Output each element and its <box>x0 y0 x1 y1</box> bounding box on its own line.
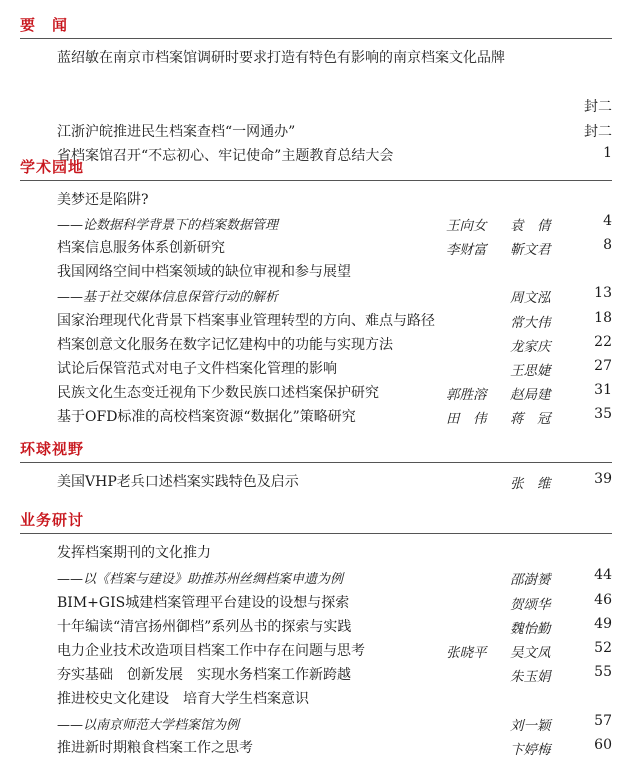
toc-entry[interactable] <box>0 686 630 710</box>
entry-author: 贺颂华 <box>510 597 551 613</box>
toc-entry[interactable] <box>0 119 630 143</box>
entry-author: 王向女 <box>446 218 487 234</box>
entry-title: 省档案馆召开“不忘初心、牢记使命”主题教育总结大会 <box>57 148 394 164</box>
entry-author: 张晓平 <box>446 645 487 661</box>
entry-title: 基于OFD标准的高校档案资源“数据化”策略研究 <box>57 409 356 425</box>
entry-title: 电力企业技术改造项目档案工作中存在问题与思考 <box>57 643 365 659</box>
toc-entry[interactable] <box>0 332 630 356</box>
entry-title: 国家治理现代化背景下档案事业管理转型的方向、难点与路径 <box>57 313 435 329</box>
entry-author: 李财富 <box>446 242 487 258</box>
entry-page: 57 <box>594 713 612 729</box>
entry-page: 35 <box>594 406 612 422</box>
entry-title: 推进新时期粮食档案工作之思考 <box>57 740 253 756</box>
toc-entry[interactable] <box>0 662 630 686</box>
entry-page: 1 <box>603 145 612 161</box>
entry-title: 民族文化生态变迁视角下少数民族口述档案保护研究 <box>57 385 379 401</box>
entry-author: 刘一颖 <box>510 718 551 734</box>
toc-entry[interactable] <box>0 638 630 662</box>
entry-author: 蒋 冠 <box>510 411 551 427</box>
entry-page: 44 <box>594 567 612 583</box>
entry-page: 8 <box>603 237 612 253</box>
entry-page: 22 <box>594 334 612 350</box>
entry-author: 龙家庆 <box>510 339 551 355</box>
entry-subtitle: ——基于社交媒体信息保管行动的解析 <box>57 290 279 305</box>
toc-entry[interactable] <box>0 735 630 759</box>
entry-title: 夯实基础 创新发展 实现水务档案工作新跨越 <box>57 667 351 683</box>
section-header <box>20 156 612 181</box>
section-header <box>20 509 612 534</box>
entry-author: 朱玉娟 <box>510 669 551 685</box>
entry-page: 13 <box>594 285 612 301</box>
toc-entry[interactable] <box>0 187 630 211</box>
entry-page: 封二 <box>584 124 612 140</box>
entry-page: 52 <box>594 640 612 656</box>
toc-entry[interactable] <box>0 356 630 380</box>
entry-author: 卞婷梅 <box>510 742 551 758</box>
toc-entry[interactable] <box>0 590 630 614</box>
entry-subtitle: ——以《档案与建设》助推苏州丝绸档案申遗为例 <box>57 572 344 587</box>
entry-page: 60 <box>594 737 612 753</box>
section-global <box>0 438 630 492</box>
entry-author: 魏怡勤 <box>510 621 551 637</box>
toc-entry[interactable] <box>0 211 630 235</box>
entry-title: 试论后保管范式对电子文件档案化管理的影响 <box>57 361 337 377</box>
entry-author: 田 伟 <box>446 411 487 427</box>
toc-entry[interactable] <box>0 283 630 307</box>
entry-author: 靳文君 <box>510 242 551 258</box>
entry-title: 发挥档案期刊的文化推力 <box>57 545 211 561</box>
toc-entry[interactable] <box>0 94 630 118</box>
section-header <box>20 438 612 463</box>
entry-author: 张 维 <box>510 476 551 492</box>
entry-page: 46 <box>594 592 612 608</box>
toc-entry[interactable] <box>0 711 630 735</box>
entry-page: 31 <box>594 382 612 398</box>
section-title: 学术园地 <box>20 158 85 176</box>
entry-page: 55 <box>594 664 612 680</box>
entry-title: 档案创意文化服务在数字记忆建构中的功能与实现方法 <box>57 337 393 353</box>
section-header <box>20 14 612 39</box>
section-title: 要 闻 <box>20 16 69 34</box>
entry-author: 袁 倩 <box>510 218 551 234</box>
entry-subtitle: ——以南京师范大学档案馆为例 <box>57 718 240 733</box>
entry-page: 49 <box>594 616 612 632</box>
entry-page: 4 <box>603 213 612 229</box>
toc-entry[interactable] <box>0 614 630 638</box>
entry-author: 吴文凤 <box>510 645 551 661</box>
section-practice <box>0 509 630 758</box>
toc-entry[interactable] <box>0 308 630 332</box>
entry-page: 27 <box>594 358 612 374</box>
entry-author: 赵局建 <box>510 387 551 403</box>
entry-title: 我国网络空间中档案领域的缺位审视和参与展望 <box>57 264 351 280</box>
entry-author: 郭胜溶 <box>446 387 487 403</box>
toc-entry[interactable] <box>0 540 630 564</box>
toc-entry[interactable] <box>0 45 630 69</box>
entry-author: 王思婕 <box>510 363 551 379</box>
toc-entry[interactable] <box>0 259 630 283</box>
section-title: 环球视野 <box>20 440 85 458</box>
entry-title: 美梦还是陷阱? <box>57 192 149 208</box>
entry-title: BIM+GIS城建档案管理平台建设的设想与探索 <box>57 595 350 611</box>
toc-entry[interactable] <box>0 380 630 404</box>
toc-entry[interactable] <box>0 235 630 259</box>
entry-author: 邵澍赟 <box>510 572 551 588</box>
entry-page: 39 <box>594 471 612 487</box>
entry-page: 封二 <box>584 99 612 115</box>
entry-subtitle: ——论数据科学背景下的档案数据管理 <box>57 218 279 233</box>
toc-entry[interactable] <box>0 404 630 428</box>
section-news <box>0 14 630 164</box>
entry-title: 档案信息服务体系创新研究 <box>57 240 225 256</box>
entry-page: 18 <box>594 310 612 326</box>
toc-entry[interactable] <box>0 469 630 493</box>
toc-entry[interactable] <box>0 565 630 589</box>
entry-title: 江浙沪皖推进民生档案查档“一网通办” <box>57 124 296 140</box>
entry-author: 周文泓 <box>510 290 551 306</box>
entry-title: 蓝绍敏在南京市档案馆调研时要求打造有特色有影响的南京档案文化品牌 <box>57 50 505 66</box>
entry-title: 十年编读“清宫扬州御档”系列丛书的探索与实践 <box>57 619 352 635</box>
entry-title: 推进校史文化建设 培育大学生档案意识 <box>57 691 309 707</box>
section-academic <box>0 156 630 427</box>
entry-author: 常大伟 <box>510 315 551 331</box>
entry-title: 美国VHP老兵口述档案实践特色及启示 <box>57 474 299 490</box>
section-title: 业务研讨 <box>20 511 85 529</box>
